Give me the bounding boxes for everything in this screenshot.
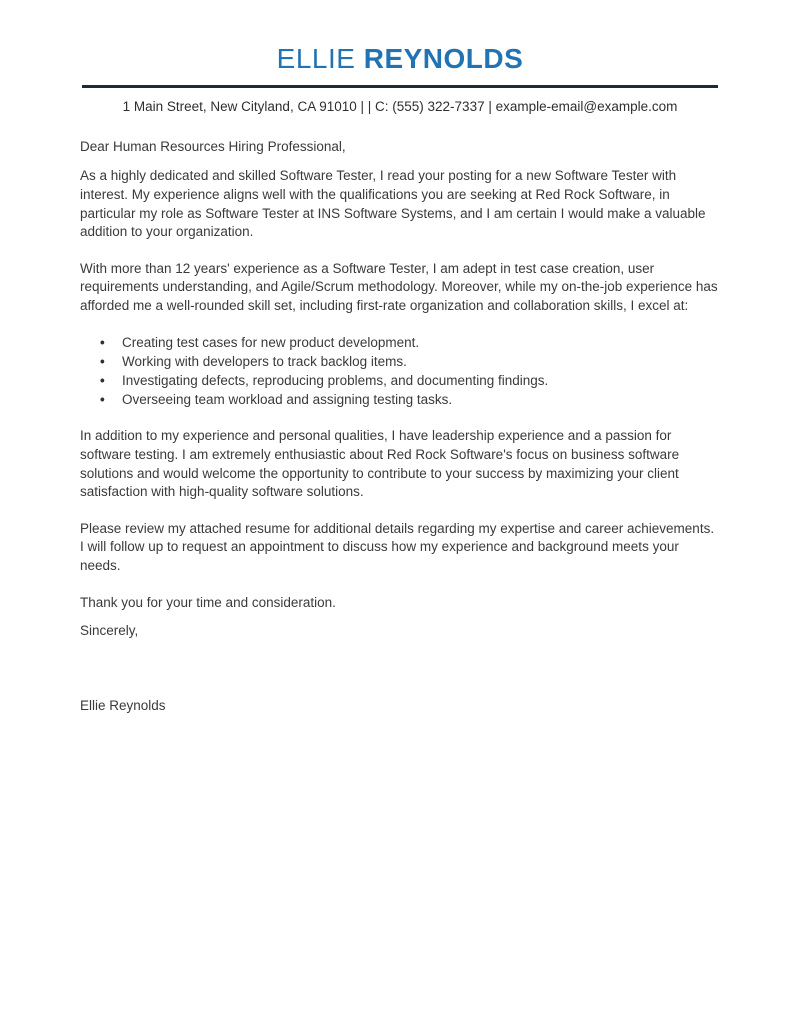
list-item xyxy=(80,334,720,353)
list-item xyxy=(80,391,720,410)
skills-bullet-list xyxy=(80,334,720,410)
signature-name: Ellie Reynolds xyxy=(80,697,166,713)
candidate-name xyxy=(80,44,720,75)
list-item xyxy=(80,353,720,372)
paragraph-leadership: In addition to my experience and personal qualities, I have leadership experience and a passion for software testing. I am extremely enthusiastic about Red Rock Software's focus on business software solutions and would welcome the opportunity to contribute to your success by maximizing your client satisfaction with high-quality software solutions. xyxy=(80,428,680,500)
header-divider xyxy=(82,85,718,88)
closing-line: Sincerely, xyxy=(80,623,139,639)
letter-header xyxy=(80,44,720,114)
paragraph-experience: With more than 12 years' experience as a Software Tester, I am adept in test case creation, user requirements understanding, and Agile/Scrum methodology. Moreover, while my on-the-job experience has afforded me a well-rounded skill set, including first-rate organization and collaboration skills, I excel at: xyxy=(80,260,718,313)
letter-body xyxy=(80,138,720,716)
contact-line: 1 Main Street, New Cityland, CA 91010 | | C: (555) 322-7337 | example-email@example.com xyxy=(122,98,678,114)
salutation: Dear Human Resources Hiring Professional, xyxy=(80,138,346,154)
bullet-icon: • xyxy=(100,353,105,369)
bullet-text: Investigating defects, reproducing problems, and documenting findings. xyxy=(122,372,549,388)
candidate-last-name: REYNOLDS xyxy=(363,43,524,74)
paragraph-intro: As a highly dedicated and skilled Software Tester, I read your posting for a new Software Tester with interest. My experience aligns well with the qualifications you are seeking at Red Rock Software, in particular my role as Software Tester at INS Software Systems, and I am certain I would make a valuable addition to your organization. xyxy=(80,168,706,240)
thank-you-line: Thank you for your time and consideration. xyxy=(80,594,336,610)
bullet-text: Overseeing team workload and assigning testing tasks. xyxy=(122,391,453,407)
bullet-text: Working with developers to track backlog items. xyxy=(122,353,407,369)
bullet-icon: • xyxy=(100,372,105,388)
bullet-icon: • xyxy=(100,391,105,407)
list-item xyxy=(80,372,720,391)
bullet-text: Creating test cases for new product development. xyxy=(122,334,420,350)
candidate-first-name: ELLIE xyxy=(276,43,356,74)
bullet-icon: • xyxy=(100,334,105,350)
paragraph-followup: Please review my attached resume for additional details regarding my expertise and career achievements. I will follow up to request an appointment to discuss how my experience and background meets your needs. xyxy=(80,520,715,573)
